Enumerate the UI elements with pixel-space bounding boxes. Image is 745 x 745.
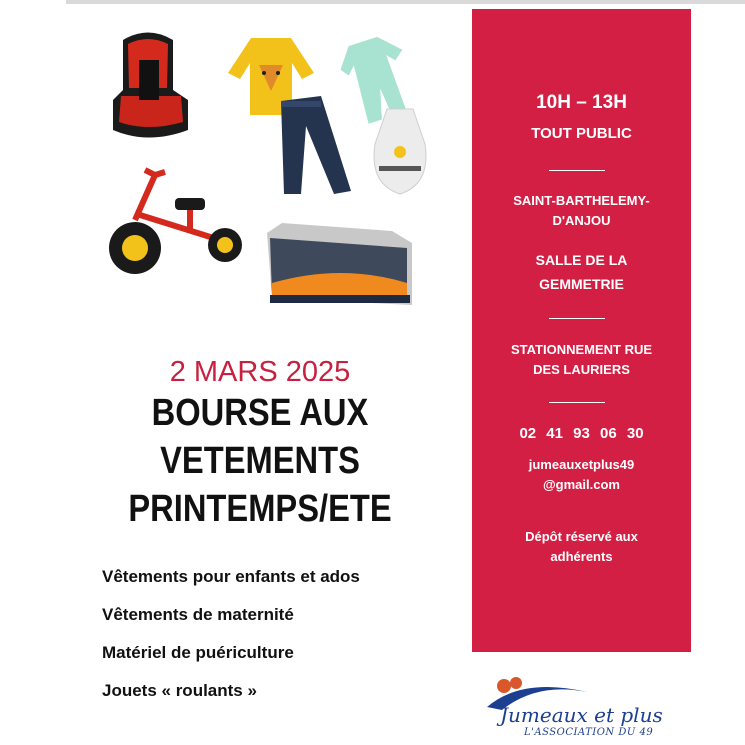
town-line-2: D'ANJOU [552,213,611,228]
event-title-line-3: PRINTEMPS/ETE [128,488,392,530]
venue-line-2: GEMMETRIE [539,276,624,292]
divider [549,318,605,319]
sleeping-bag-image [365,104,435,199]
event-title-line-1: BOURSE AUX [151,392,369,434]
logo-tagline: L'ASSOCIATION DU 49 [524,727,654,738]
divider [549,170,605,171]
email-line-2: @gmail.com [543,477,620,492]
opening-hours: 10H – 13H [536,92,627,113]
list-item: Matériel de puériculture [102,643,294,662]
info-panel [472,9,691,652]
jeans-image [276,96,356,196]
phone-number: 02 41 93 06 30 [519,425,644,442]
list-item: Vêtements de maternité [102,605,294,624]
email-line-1: jumeauxetplus49 [528,457,635,472]
list-item: Vêtements pour enfants et ados [102,567,360,586]
car-seat-image [103,30,198,145]
travel-cot-image [262,213,422,313]
audience: TOUT PUBLIC [531,125,632,142]
tricycle-image [105,160,245,285]
parking-line-1: STATIONNEMENT RUE [510,342,653,357]
parking-line-2: DES LAURIERS [533,362,630,377]
divider [549,402,605,403]
town-line-1: SAINT-BARTHELEMY- [513,193,650,208]
list-item: Jouets « roulants » [102,681,257,700]
note-line-2: adhérents [550,549,613,564]
event-date: 2 MARS 2025 [169,356,351,388]
event-title-line-2: VETEMENTS [160,440,360,482]
note-line-1: Dépôt réservé aux [525,529,638,544]
venue-line-1: SALLE DE LA [535,252,628,268]
top-border [66,0,745,4]
logo-name: Jumeaux et plus [500,703,663,727]
